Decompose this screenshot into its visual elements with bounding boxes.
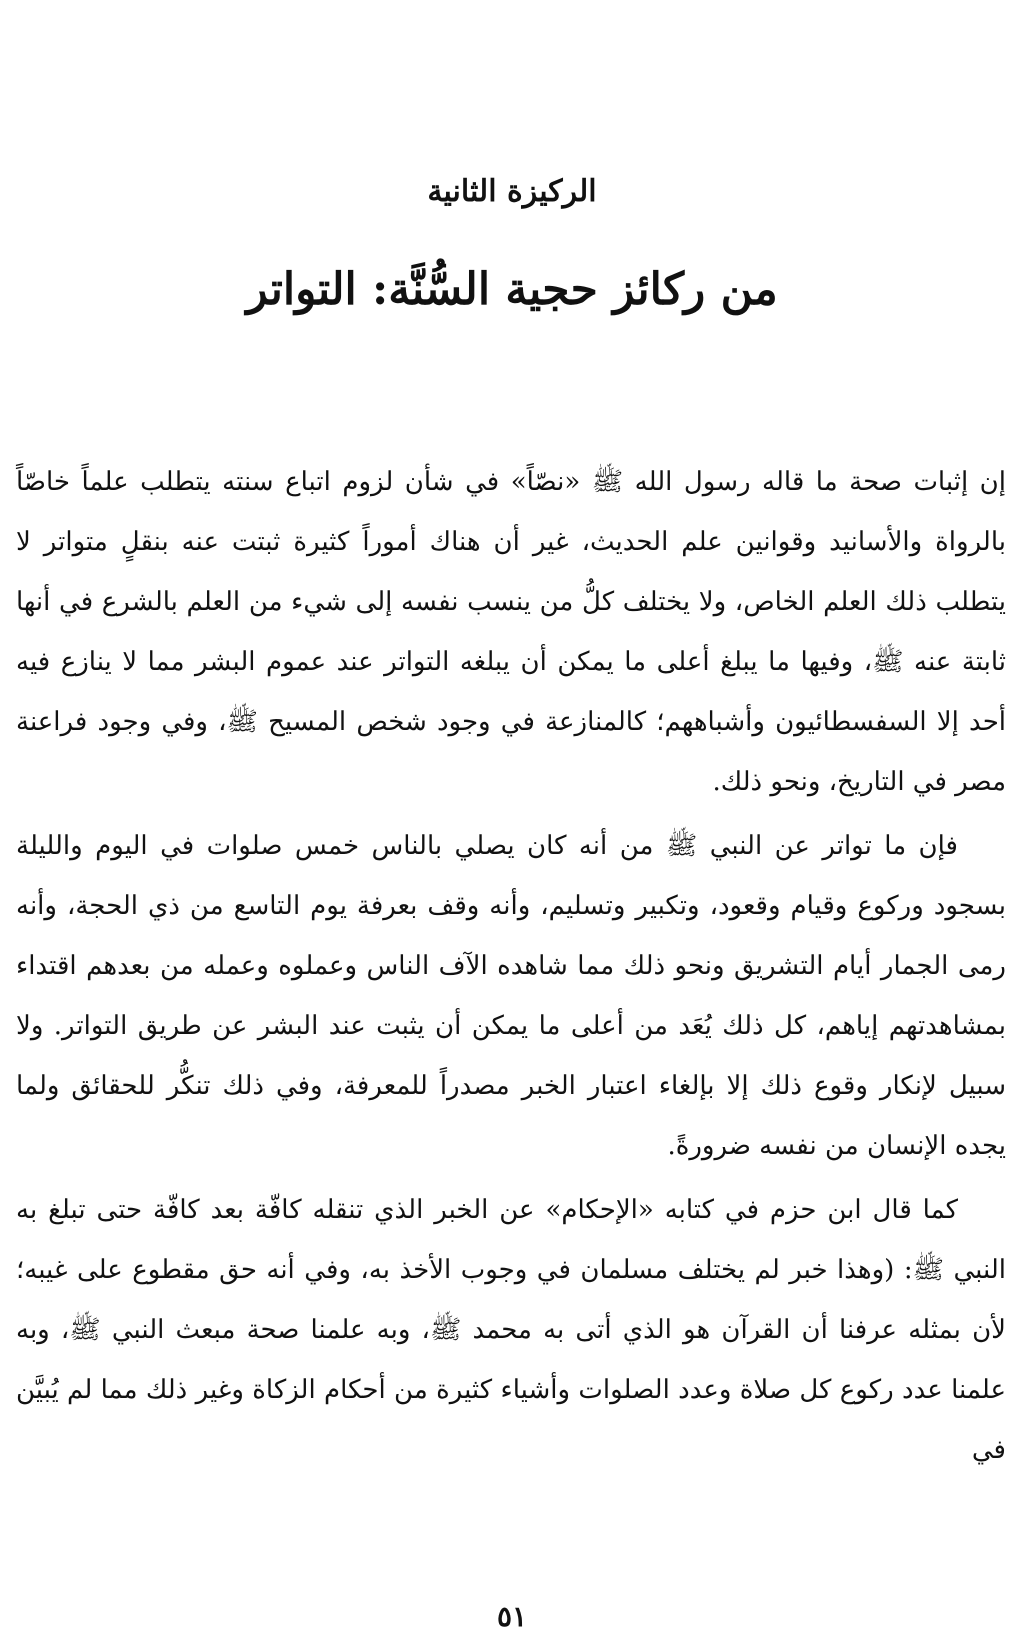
body-text (16, 452, 1006, 1484)
paragraph-2: فإن ما تواتر عن النبي ﷺ من أنه كان يصلي بالناس خمس صلوات في اليوم والليلة بسجود وركوع وقيام وقعود، وتكبير وتسليم، وأنه وقف بعرفة يوم التاسع من ذي الحجة، وأنه رمى الجمار أيام التشريق ونحو ذلك مما شاهده الآف الناس وعملوه وعمله من بعدهم اقتداء بمشاهدتهم إياهم، كل ذلك يُعَد من أعلى ما يمكن أن يثبت عند البشر عن طريق التواتر. ولا سبيل لإنكار وقوع ذلك إلا بإلغاء اعتبار الخبر مصدراً للمعرفة، وفي ذلك تنكُّر للحقائق ولما يجده الإنسان من نفسه ضرورةً. (16, 831, 1006, 1161)
paragraph-1: إن إثبات صحة ما قاله رسول الله ﷺ «نصّاً» في شأن لزوم اتباع سنته يتطلب علماً خاصّاً بالرواة والأسانيد وقوانين علم الحديث، غير أن هناك أموراً كثيرة ثبتت عنه بنقلٍ متواتر لا يتطلب ذلك العلم الخاص، ولا يختلف كلُّ من ينسب نفسه إلى شيء من العلم بالشرع في أنها ثابتة عنه ﷺ، وفيها ما يبلغ أعلى ما يمكن أن يبلغه التواتر عند عموم البشر مما لا ينازع فيه أحد إلا السفسطائيون وأشباههم؛ كالمنازعة في وجود شخص المسيح ﷺ، وفي وجود فراعنة مصر في التاريخ، ونحو ذلك. (16, 467, 1006, 797)
paragraph-3: كما قال ابن حزم في كتابه «الإحكام» عن الخبر الذي تنقله كافّة بعد كافّة حتى تبلغ به النبي ﷺ: (وهذا خبر لم يختلف مسلمان في وجوب الأخذ به، وفي أنه حق مقطوع على غيبه؛ لأن بمثله عرفنا أن القرآن هو الذي أتى به محمد ﷺ، وبه علمنا صحة مبعث النبي ﷺ، وبه علمنا عدد ركوع كل صلاة وعدد الصلوات وأشياء كثيرة من أحكام الزكاة وغير ذلك مما لم يُبيَّن في (16, 1195, 1006, 1465)
page-number: ٥١ (496, 1600, 528, 1633)
chapter-title: من ركائز حجية السُّنَّة: التواتر (246, 264, 778, 315)
section-kicker: الركيزة الثانية (427, 174, 597, 209)
